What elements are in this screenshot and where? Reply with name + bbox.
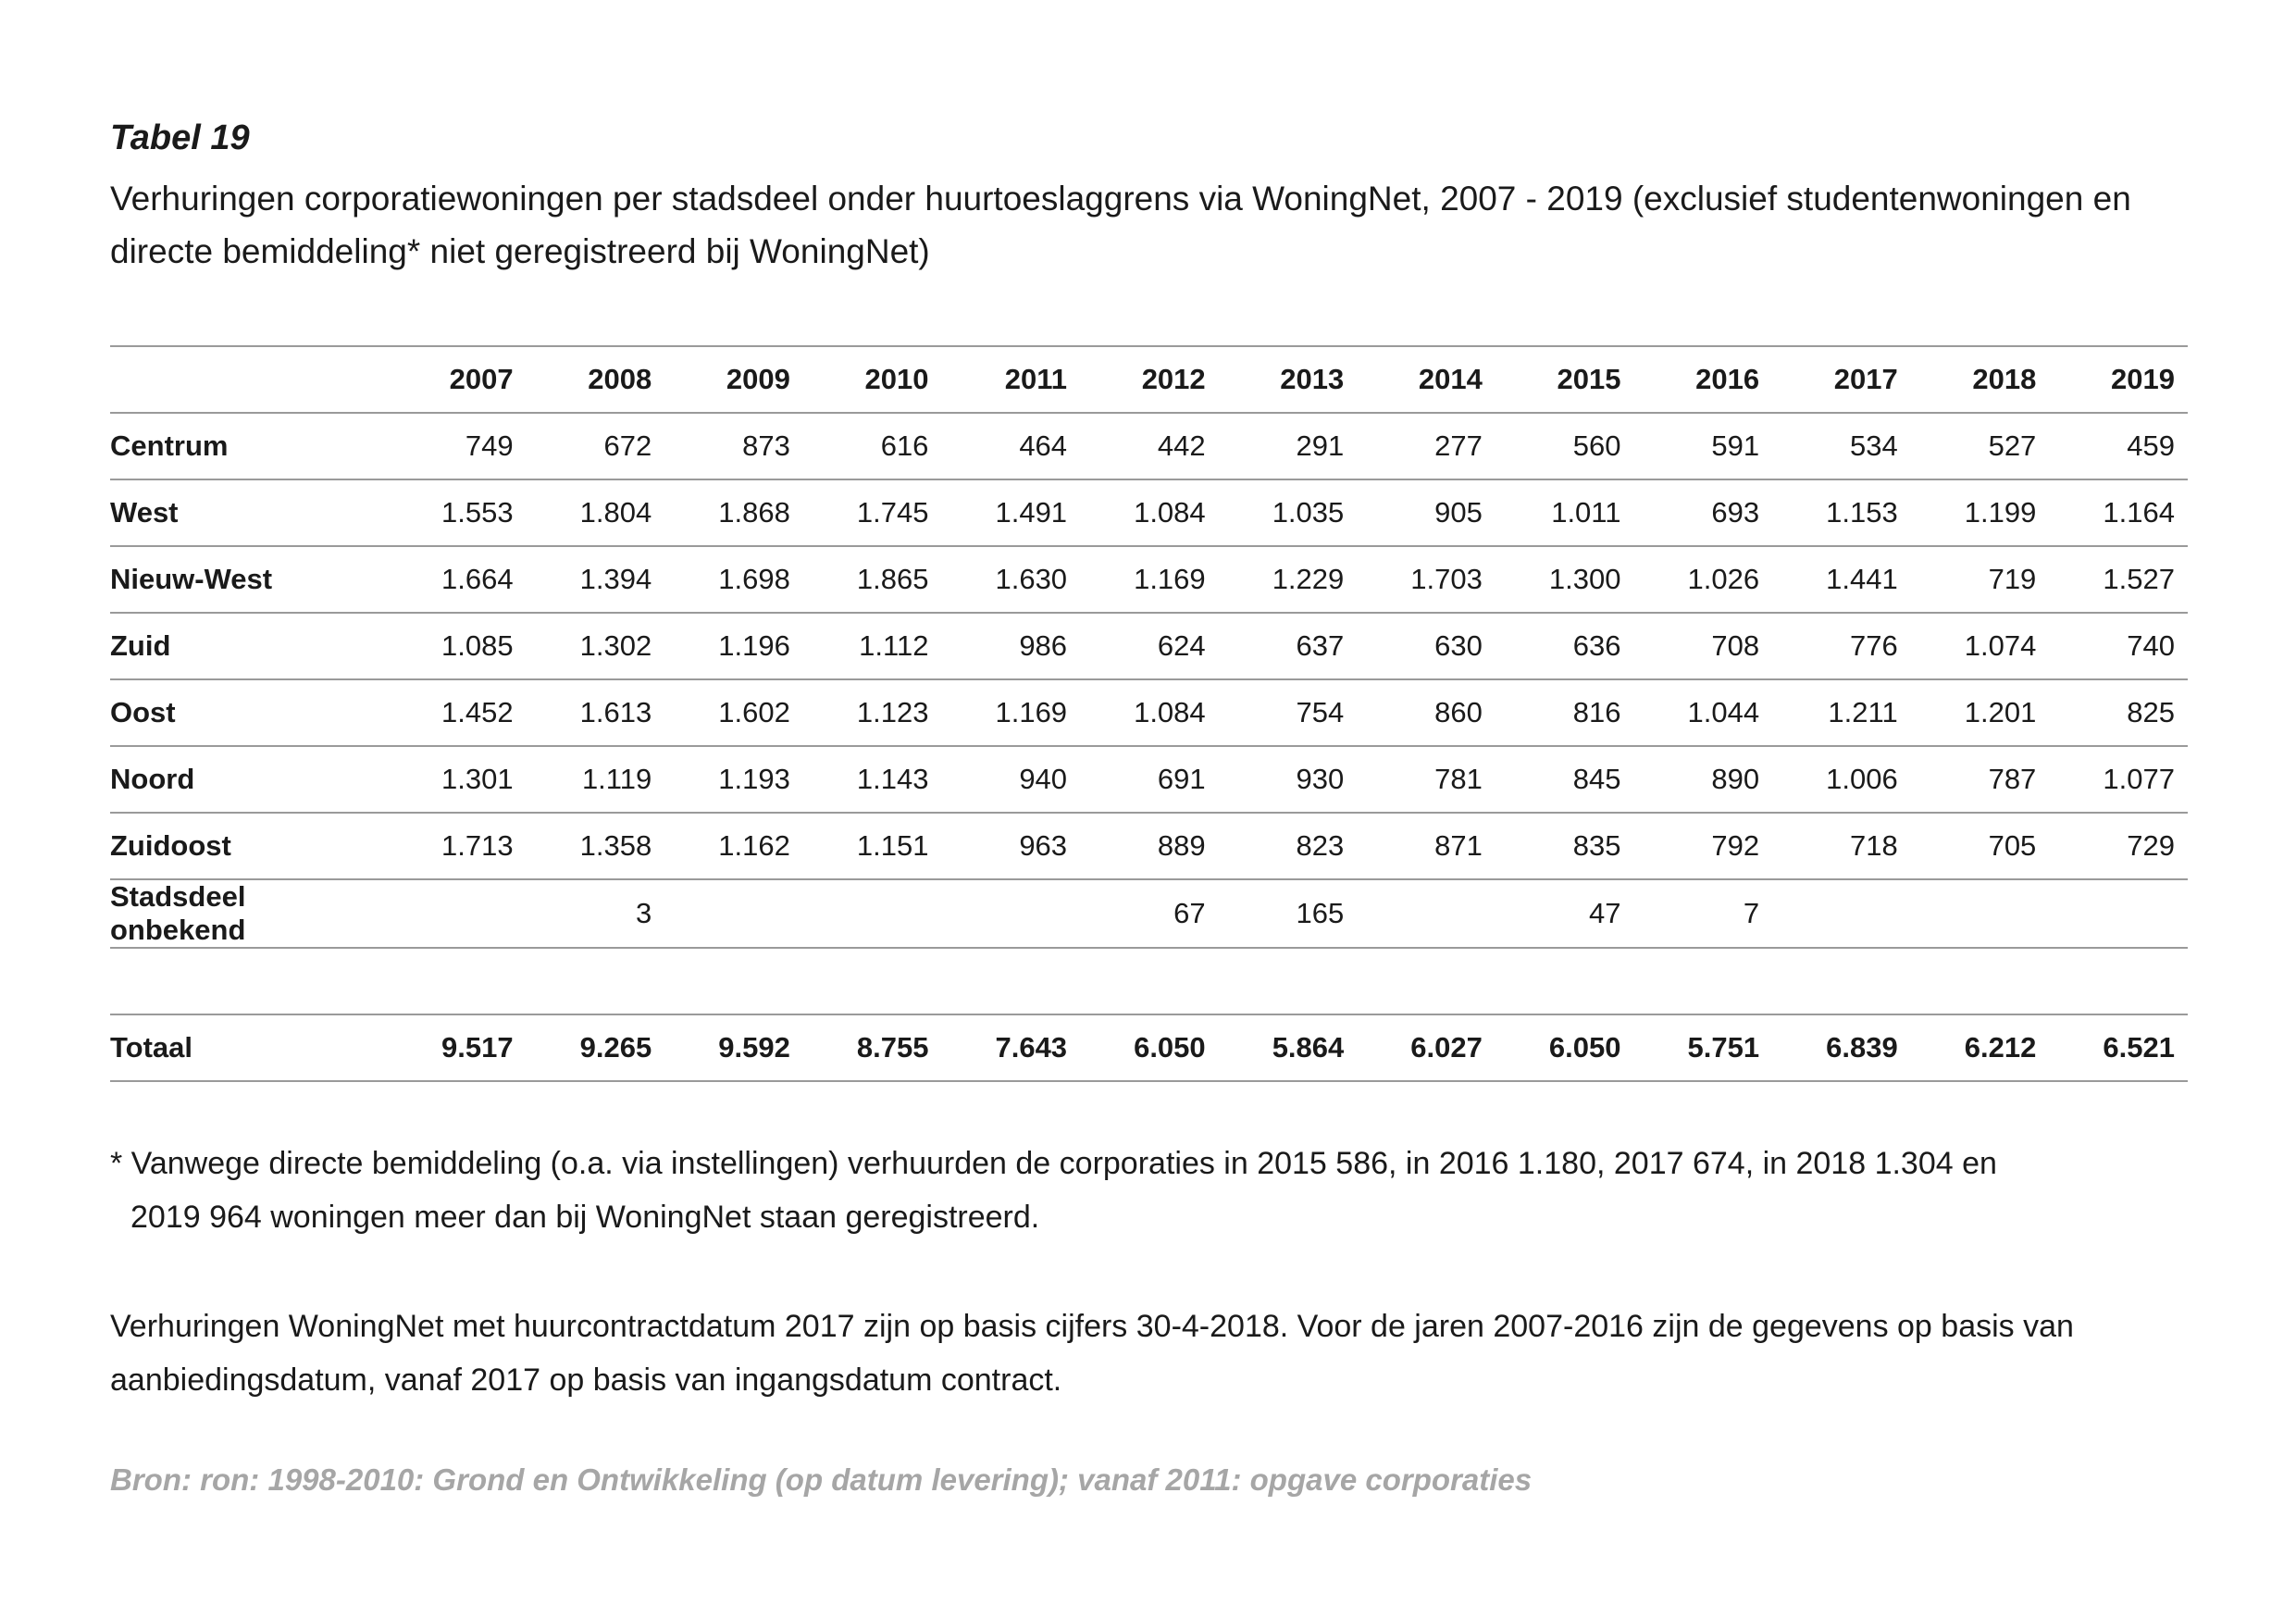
table-label: Tabel 19 xyxy=(110,118,250,157)
total-value: 7.643 xyxy=(941,1014,1080,1081)
header-year: 2012 xyxy=(1080,346,1219,413)
total-value: 6.839 xyxy=(1772,1014,1911,1081)
table-cell: 1.358 xyxy=(527,813,665,879)
table-cell: 1.169 xyxy=(1080,546,1219,613)
table-cell: 1.613 xyxy=(527,679,665,746)
table-cell: 591 xyxy=(1633,413,1772,479)
table-cell: 860 xyxy=(1357,679,1496,746)
table-cell: 672 xyxy=(527,413,665,479)
table-cell: 534 xyxy=(1772,413,1911,479)
row-label: Zuid xyxy=(110,613,388,679)
table-cell xyxy=(2049,879,2188,948)
table-cell: 873 xyxy=(664,413,803,479)
header-year: 2008 xyxy=(527,346,665,413)
table-cell: 1.553 xyxy=(388,479,527,546)
table-cell: 1.602 xyxy=(664,679,803,746)
table-cell: 1.300 xyxy=(1496,546,1634,613)
table-cell: 1.162 xyxy=(664,813,803,879)
row-label: Zuidoost xyxy=(110,813,388,879)
total-value: 5.864 xyxy=(1219,1014,1358,1081)
table-title: Verhuringen corporatiewoningen per stadsdeel onder huurtoeslaggrens via WoningNet, 2007 - 2019 (exclusief studentenwoningen en directe bemiddeling* niet geregistreerd bij WoningNet) xyxy=(110,180,2131,270)
table-cell: 1.143 xyxy=(803,746,942,813)
header-year: 2009 xyxy=(664,346,803,413)
table-row xyxy=(110,479,2188,546)
table-cell: 776 xyxy=(1772,613,1911,679)
table-cell: 1.491 xyxy=(941,479,1080,546)
table-cell: 781 xyxy=(1357,746,1496,813)
table-cell: 845 xyxy=(1496,746,1634,813)
header-year: 2015 xyxy=(1496,346,1634,413)
table-cell: 889 xyxy=(1080,813,1219,879)
table-cell: 1.011 xyxy=(1496,479,1634,546)
table-cell: 1.026 xyxy=(1633,546,1772,613)
table-cell xyxy=(1911,879,2050,948)
table-cell: 792 xyxy=(1633,813,1772,879)
table-cell: 1.006 xyxy=(1772,746,1911,813)
table-cell: 890 xyxy=(1633,746,1772,813)
table-cell xyxy=(1357,879,1496,948)
table-cell: 624 xyxy=(1080,613,1219,679)
header-year: 2019 xyxy=(2049,346,2188,413)
total-row xyxy=(110,1014,2188,1081)
row-label: Stadsdeel onbekend xyxy=(110,879,388,948)
table-cell: 67 xyxy=(1080,879,1219,948)
table-cell: 1.302 xyxy=(527,613,665,679)
table-cell: 749 xyxy=(388,413,527,479)
table-cell xyxy=(1772,879,1911,948)
total-value: 6.212 xyxy=(1911,1014,2050,1081)
table-row xyxy=(110,613,2188,679)
table-cell: 1.035 xyxy=(1219,479,1358,546)
table-cell: 1.441 xyxy=(1772,546,1911,613)
row-label: Centrum xyxy=(110,413,388,479)
table-cell: 825 xyxy=(2049,679,2188,746)
table-cell: 835 xyxy=(1496,813,1634,879)
table-cell: 691 xyxy=(1080,746,1219,813)
table-cell: 930 xyxy=(1219,746,1358,813)
table-cell: 1.153 xyxy=(1772,479,1911,546)
table-cell: 1.119 xyxy=(527,746,665,813)
table-row xyxy=(110,413,2188,479)
table-cell: 1.394 xyxy=(527,546,665,613)
total-label: Totaal xyxy=(110,1014,388,1081)
table-cell: 1.196 xyxy=(664,613,803,679)
table-cell: 1.164 xyxy=(2049,479,2188,546)
table-cell: 1.868 xyxy=(664,479,803,546)
table-row xyxy=(110,679,2188,746)
table-cell: 1.865 xyxy=(803,546,942,613)
total-value: 6.521 xyxy=(2049,1014,2188,1081)
header-year: 2010 xyxy=(803,346,942,413)
table-row xyxy=(110,746,2188,813)
table-cell: 1.745 xyxy=(803,479,942,546)
table-cell: 940 xyxy=(941,746,1080,813)
table-cell: 1.123 xyxy=(803,679,942,746)
header-year: 2014 xyxy=(1357,346,1496,413)
table-cell: 459 xyxy=(2049,413,2188,479)
table-cell: 986 xyxy=(941,613,1080,679)
table-cell: 1.703 xyxy=(1357,546,1496,613)
table-cell: 693 xyxy=(1633,479,1772,546)
table-cell: 1.527 xyxy=(2049,546,2188,613)
header-year: 2011 xyxy=(941,346,1080,413)
table-cell: 1.211 xyxy=(1772,679,1911,746)
footnote-line-2: 2019 964 woningen meer dan bij WoningNet staan geregistreerd. xyxy=(130,1200,1040,1235)
table-cell: 1.151 xyxy=(803,813,942,879)
spacer-row xyxy=(110,948,2188,1014)
table-cell: 740 xyxy=(2049,613,2188,679)
table-cell: 637 xyxy=(1219,613,1358,679)
table-cell: 1.630 xyxy=(941,546,1080,613)
table-row xyxy=(110,813,2188,879)
table-cell: 816 xyxy=(1496,679,1634,746)
table-cell: 291 xyxy=(1219,413,1358,479)
table-cell: 708 xyxy=(1633,613,1772,679)
table-body xyxy=(110,413,2188,1081)
table-cell: 1.077 xyxy=(2049,746,2188,813)
total-value: 6.027 xyxy=(1357,1014,1496,1081)
total-value: 9.265 xyxy=(527,1014,665,1081)
table-cell: 1.112 xyxy=(803,613,942,679)
spacer-cell xyxy=(110,948,2188,1014)
table-cell: 1.698 xyxy=(664,546,803,613)
table-cell: 718 xyxy=(1772,813,1911,879)
row-label: Noord xyxy=(110,746,388,813)
table-cell: 871 xyxy=(1357,813,1496,879)
table-cell: 636 xyxy=(1496,613,1634,679)
table-row xyxy=(110,546,2188,613)
table-cell: 1.084 xyxy=(1080,479,1219,546)
table-cell: 1.664 xyxy=(388,546,527,613)
footnote-line-1: * Vanwege directe bemiddeling (o.a. via instellingen) verhuurden de corporaties in 2015 586, in 2016 1.180, 2017 674, in 2018 1.304 en xyxy=(110,1146,1997,1181)
table-cell xyxy=(941,879,1080,948)
total-value: 9.517 xyxy=(388,1014,527,1081)
table-cell xyxy=(388,879,527,948)
data-note: Verhuringen WoningNet met huurcontractdatum 2017 zijn op basis cijfers 30-4-2018. Voor de jaren 2007-2016 zijn de gegevens op basis van aanbiedingsdatum, vanaf 2017 op basis van ingangsdatum contract. xyxy=(110,1309,2074,1398)
table-cell: 963 xyxy=(941,813,1080,879)
table-cell xyxy=(803,879,942,948)
table-cell: 165 xyxy=(1219,879,1358,948)
table-cell: 527 xyxy=(1911,413,2050,479)
row-label: Oost xyxy=(110,679,388,746)
table-cell: 1.713 xyxy=(388,813,527,879)
row-label: Nieuw-West xyxy=(110,546,388,613)
table-cell: 3 xyxy=(527,879,665,948)
total-value: 5.751 xyxy=(1633,1014,1772,1081)
table-cell: 1.044 xyxy=(1633,679,1772,746)
table-cell: 464 xyxy=(941,413,1080,479)
table-cell: 1.804 xyxy=(527,479,665,546)
table-cell: 442 xyxy=(1080,413,1219,479)
table-cell: 787 xyxy=(1911,746,2050,813)
header-year: 2007 xyxy=(388,346,527,413)
table-cell: 754 xyxy=(1219,679,1358,746)
footnote xyxy=(110,1137,2188,1244)
header-year: 2017 xyxy=(1772,346,1911,413)
row-label: West xyxy=(110,479,388,546)
total-value: 9.592 xyxy=(664,1014,803,1081)
table-cell: 705 xyxy=(1911,813,2050,879)
table-cell: 7 xyxy=(1633,879,1772,948)
table-cell: 1.169 xyxy=(941,679,1080,746)
table-cell: 1.201 xyxy=(1911,679,2050,746)
table-cell: 1.074 xyxy=(1911,613,2050,679)
table-cell: 277 xyxy=(1357,413,1496,479)
total-value: 6.050 xyxy=(1080,1014,1219,1081)
table-cell xyxy=(664,879,803,948)
data-table xyxy=(110,345,2188,1082)
table-cell: 905 xyxy=(1357,479,1496,546)
table-cell: 47 xyxy=(1496,879,1634,948)
table-cell: 1.452 xyxy=(388,679,527,746)
source-line: Bron: ron: 1998-2010: Grond en Ontwikkeling (op datum levering); vanaf 2011: opgave corporaties xyxy=(110,1462,1533,1497)
table-cell: 1.084 xyxy=(1080,679,1219,746)
table-cell: 630 xyxy=(1357,613,1496,679)
header-corner xyxy=(110,346,388,413)
table-cell: 719 xyxy=(1911,546,2050,613)
total-value: 6.050 xyxy=(1496,1014,1634,1081)
header-year: 2013 xyxy=(1219,346,1358,413)
table-cell: 616 xyxy=(803,413,942,479)
table-cell: 1.085 xyxy=(388,613,527,679)
total-value: 8.755 xyxy=(803,1014,942,1081)
header-year: 2018 xyxy=(1911,346,2050,413)
header-year: 2016 xyxy=(1633,346,1772,413)
table-row xyxy=(110,879,2188,948)
table-cell: 823 xyxy=(1219,813,1358,879)
table-cell: 1.229 xyxy=(1219,546,1358,613)
table-cell: 729 xyxy=(2049,813,2188,879)
table-cell: 1.199 xyxy=(1911,479,2050,546)
table-cell: 1.301 xyxy=(388,746,527,813)
table-cell: 1.193 xyxy=(664,746,803,813)
table-header-row xyxy=(110,346,2188,413)
table-cell: 560 xyxy=(1496,413,1634,479)
